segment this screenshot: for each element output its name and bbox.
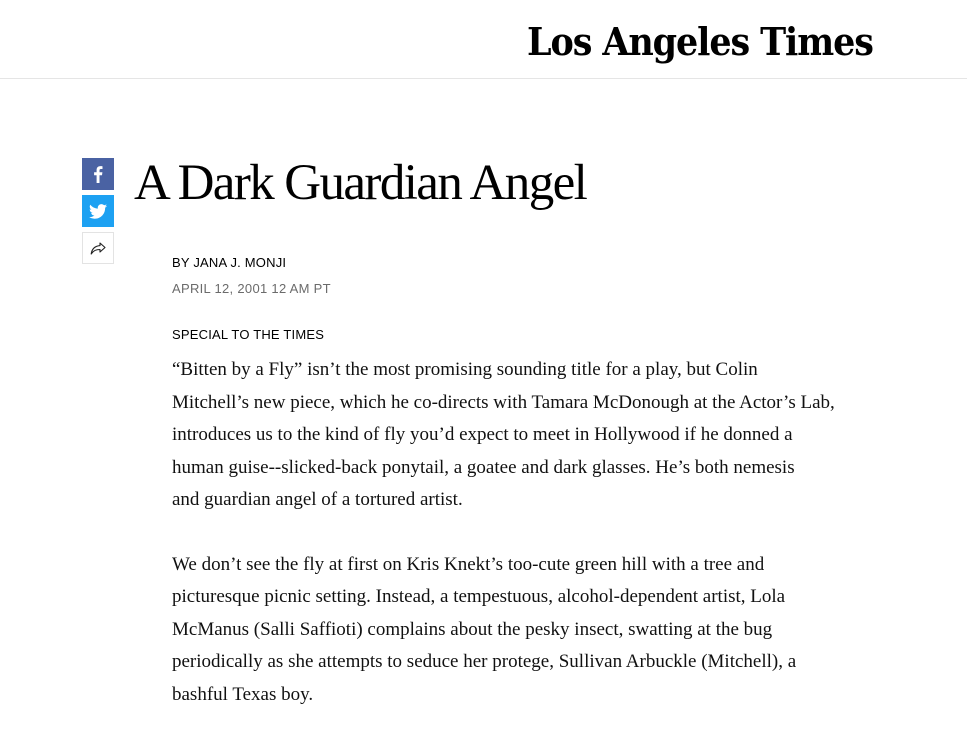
paragraph-line: Mitchell’s new piece, which he co-directs with Tamara McDonough at the Actor’s Lab, — [172, 391, 835, 413]
paragraph-line: and guardian angel of a tortured artist. — [172, 489, 463, 510]
facebook-share-button[interactable] — [82, 158, 114, 190]
paragraph-line: McManus (Salli Saffioti) complains about the pesky insect, swatting at the bug — [172, 618, 773, 640]
share-arrow-icon — [90, 242, 106, 255]
article-headline: A Dark Guardian Angel — [134, 155, 587, 211]
share-rail — [82, 158, 115, 269]
facebook-icon — [93, 166, 103, 183]
byline[interactable]: BY JANA J. MONJI — [172, 255, 287, 270]
twitter-icon — [89, 204, 107, 219]
twitter-share-button[interactable] — [82, 195, 114, 227]
paragraph-line: “Bitten by a Fly” isn’t the most promising sounding title for a play, but Colin — [172, 359, 758, 380]
paragraph-line: bashful Texas boy. — [172, 683, 314, 705]
masthead — [0, 0, 967, 79]
paragraph-line: human guise--slicked-back ponytail, a goatee and dark glasses. He’s both nemesis — [172, 456, 795, 478]
paragraph — [172, 549, 902, 712]
paragraph — [172, 354, 902, 517]
publish-date: APRIL 12, 2001 12 AM PT — [172, 281, 331, 296]
article-body — [172, 354, 902, 737]
paragraph-line: We don’t see the fly at first on Kris Knekt’s too-cute green hill with a tree and — [172, 553, 765, 575]
more-share-button[interactable] — [82, 232, 114, 264]
paragraph-line: picturesque picnic setting. Instead, a tempestuous, alcohol-dependent artist, Lola — [172, 586, 786, 607]
site-logo[interactable]: Los Angeles Times — [527, 19, 873, 64]
paragraph-line: introduces us to the kind of fly you’d expect to meet in Hollywood if he donned a — [172, 424, 793, 445]
article-kicker: SPECIAL TO THE TIMES — [172, 327, 325, 342]
paragraph-line: periodically as she attempts to seduce her protege, Sullivan Arbuckle (Mitchell), a — [172, 651, 797, 672]
